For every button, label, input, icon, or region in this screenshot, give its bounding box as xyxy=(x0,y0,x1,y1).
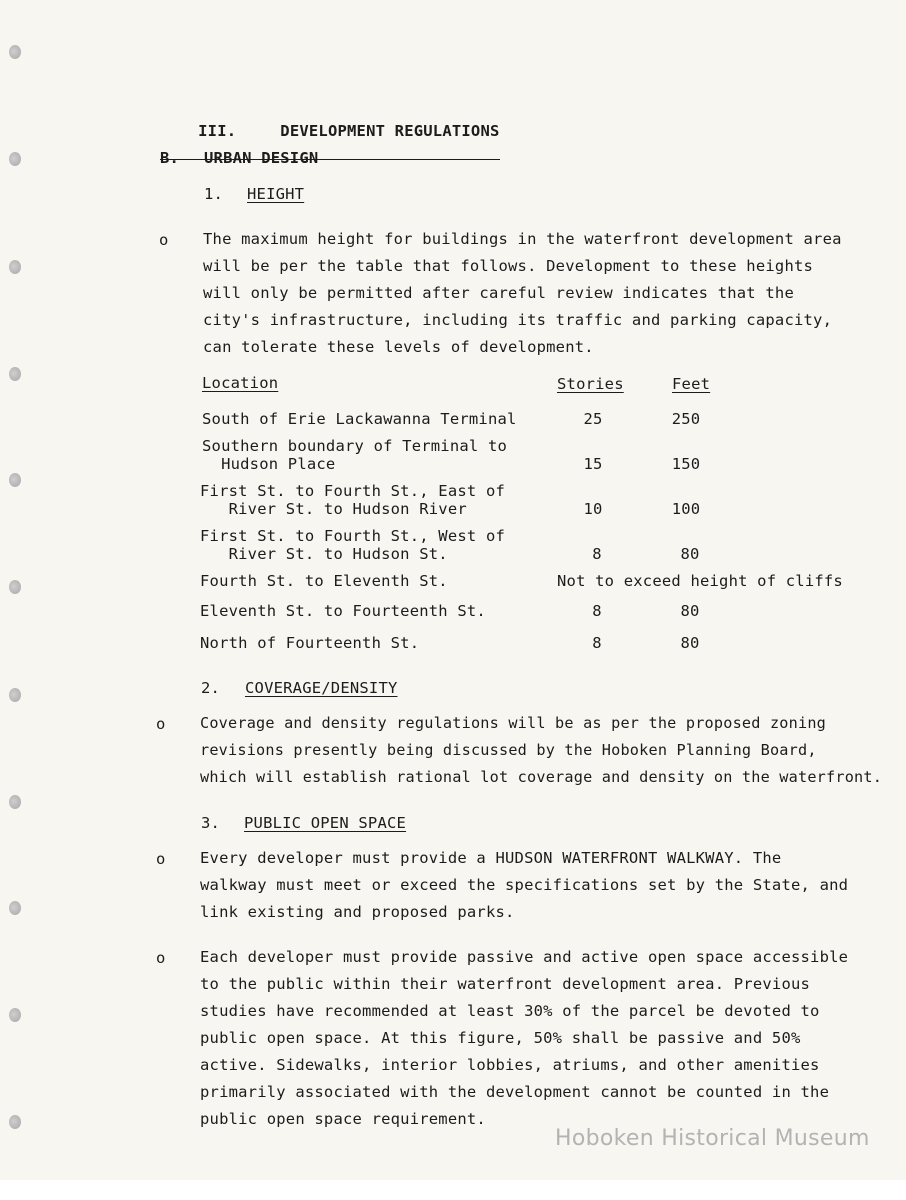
row-stories: 25 xyxy=(583,410,603,428)
coverage-number: 2. xyxy=(201,679,221,697)
row-location: North of Fourteenth St. xyxy=(200,634,420,652)
row-stories: 8 xyxy=(592,602,602,620)
binder-hole xyxy=(9,688,21,702)
row-location: Fourth St. to Eleventh St. xyxy=(200,572,448,590)
subsection-title: URBAN DESIGN xyxy=(204,149,319,167)
row-stories: 15 xyxy=(583,455,603,473)
row-feet: 80 xyxy=(680,602,700,620)
open-space-title: PUBLIC OPEN SPACE xyxy=(244,814,407,832)
table-header-stories: Stories xyxy=(557,375,624,393)
binder-hole xyxy=(9,901,21,915)
binder-hole xyxy=(9,260,21,274)
row-stories: 8 xyxy=(592,545,602,563)
binder-hole xyxy=(9,1008,21,1022)
height-number: 1. xyxy=(204,185,224,203)
height-title: HEIGHT xyxy=(247,185,305,203)
open-space-number: 3. xyxy=(201,814,221,832)
row-feet: 250 xyxy=(671,410,701,428)
table-header-feet: Feet xyxy=(672,375,711,393)
section-number: III. xyxy=(198,122,237,140)
walkway-paragraph: Every developer must provide a HUDSON WATERFRONT WALKWAY. The walkway must meet or exceed the specifications set by the State, and link existing and proposed parks. xyxy=(200,849,849,921)
row-stories: 8 xyxy=(592,634,602,652)
subsection-letter: B. xyxy=(160,149,180,167)
height-paragraph: The maximum height for buildings in the waterfront development area will be per the table that follows. Development to these heights will only be permitted after careful review indicates that the city's infrastructure, including its traffic and parking capacity, can tolerate these levels of development. xyxy=(203,230,842,356)
binder-hole xyxy=(9,45,21,59)
binder-hole xyxy=(9,1115,21,1129)
coverage-title: COVERAGE/DENSITY xyxy=(245,679,398,697)
bullet-mark: o xyxy=(156,715,166,733)
row-location: South of Erie Lackawanna Terminal xyxy=(202,410,517,428)
row-location: Southern boundary of Terminal to Hudson Place xyxy=(202,437,508,473)
row-feet: 150 xyxy=(671,455,701,473)
table-header-location: Location xyxy=(202,374,279,392)
page-bottom-edge xyxy=(0,1180,906,1200)
binder-hole xyxy=(9,795,21,809)
bullet-mark: o xyxy=(156,850,166,868)
binder-hole xyxy=(9,152,21,166)
binder-hole xyxy=(9,367,21,381)
row-location: First St. to Fourth St., West of River St. to Hudson St. xyxy=(200,527,506,563)
row-location: Eleventh St. to Fourteenth St. xyxy=(200,602,486,620)
row-note: Not to exceed height of cliffs xyxy=(557,572,843,590)
row-stories: 10 xyxy=(583,500,603,518)
museum-watermark: Hoboken Historical Museum xyxy=(555,1126,870,1151)
open-space-paragraph: Each developer must provide passive and active open space accessible to the public within their waterfront development area. Previous studies have recommended at least 30% of the parcel be devoted to public open space. At this figure, 50% shall be passive and 50% active. Sidewalks, interior lobbies, atriums, and other amenities primarily associated with the development cannot be counted in the public open space requirement. xyxy=(200,948,849,1128)
row-feet: 80 xyxy=(680,545,700,563)
bullet-mark: o xyxy=(156,949,166,967)
section-title: DEVELOPMENT REGULATIONS xyxy=(280,122,500,140)
row-feet: 80 xyxy=(680,634,700,652)
row-location: First St. to Fourth St., East of River St. to Hudson River xyxy=(200,482,506,518)
binder-hole xyxy=(9,580,21,594)
row-feet: 100 xyxy=(671,500,701,518)
bullet-mark: o xyxy=(159,231,169,249)
binder-hole xyxy=(9,473,21,487)
coverage-paragraph: Coverage and density regulations will be as per the proposed zoning revisions presently being discussed by the Hoboken Planning Board, which will establish rational lot coverage and density on the waterfront. xyxy=(200,714,883,786)
